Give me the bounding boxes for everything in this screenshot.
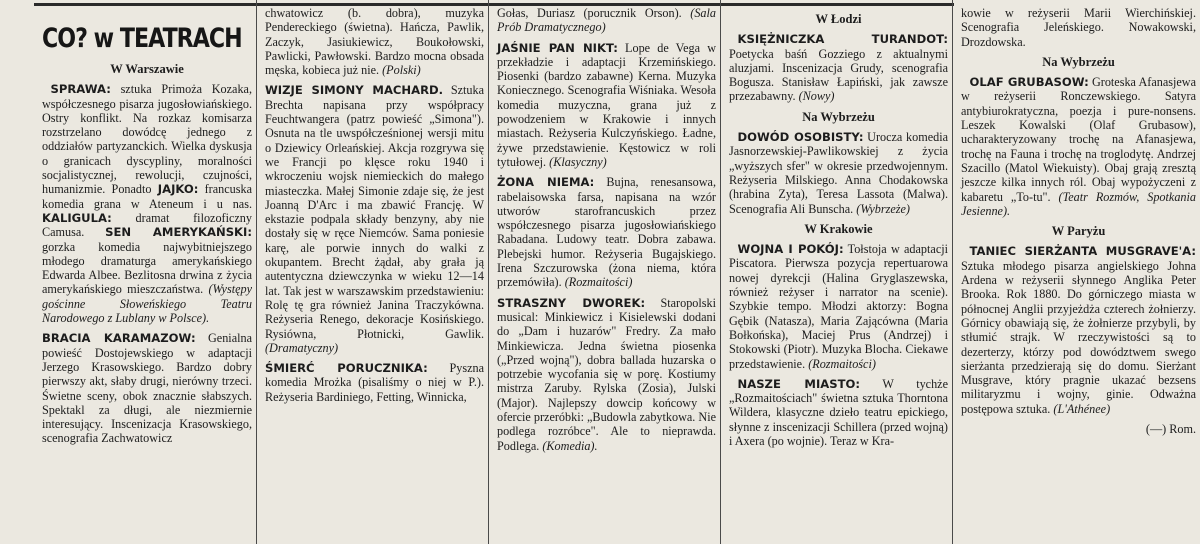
city-heading: Na Wybrzeżu (802, 109, 875, 124)
city-heading: W Łodzi (815, 12, 862, 26)
review-entry (42, 82, 252, 325)
review-text: sztuka Primoża Kozaka, współczesnego pisarza jugosłowiańskiego. Ostry konflikt. Na rozkaz komisarza rozstrzelano dowódcę jednego z oddziałów partyzanckich. Wielka dyskusja o granicach dyscypliny, moralności socjalistycznej, rewolucji, czujności, humanizmie. Ponadto (42, 82, 252, 197)
play-title: KSIĘŻNICZKA TURANDOT: (737, 32, 948, 47)
theatre-name: (Teatr Rozmów, Spotkania Jesienne). (961, 189, 1196, 218)
city-heading: W Paryżu (1051, 224, 1106, 239)
theatre-name: (Występy gościnne Słoweńskiego Teatru Narodowego z Lublany w Polsce). (42, 282, 252, 326)
review-text: Sztuka Brechta napisana przy współpracy Feuchtwangera (patrz powieść „Simona"). Osnuta na tle uwspółcześnionej wersji mitu o Dziewicy Orleańskiej. Akcja rozgrywa się we Francji po klęsce roku 1940 i wkroczeniu wojsk niemieckich do małego miasteczka. Małej Simonie zdaje się, że jest Joanną D'Arc i ma zbawić Francję. W ekstazie podpala składy benzyny, aby nie dostały się w ręce Niemców. Sama poniesie karę, ale porwie innych do walki z okupantem. Brecht żądał, aby grała ją autentyczna dziewczynka w wieku 12—14 lat. Tak jest w warszawskim przedstawieniu: Rolę tę gra również Janina Traczykówna. Reżyseria Renego, dekoracje Kosińskiego. Rysiówna, Płotnicki, Gawlik. (265, 83, 484, 341)
review-entry (42, 331, 252, 445)
play-title: DOWÓD OSOBISTY: (737, 130, 864, 145)
theatre-name: (Rozmaitości) (564, 275, 633, 290)
review-text: chwatowicz (b. dobra), muzyka Pendereckiego (świetna). Hańcza, Pawlik, Zaczyk, Jasiukiewicz, Boukołowski, Pawlicki, Pawłowski. Bardzo mocna obsada męska, kobieca już nie. (265, 6, 484, 78)
theatre-name: (L'Athénee) (1053, 401, 1111, 416)
section-masthead: CO? w TEATRACH (42, 23, 242, 54)
play-title: OLAF GRUBASOW: (969, 75, 1089, 90)
review-entry (729, 377, 948, 448)
review-text: Tołstoja w adaptacji Piscatora. Pierwsza pozycja repertuarowa nowej dyrekcji (Halina Gryglaszewska, również reżyser i narrator na scenie). Szybkie tempo. Młodzi aktorzy: Bogna Gębik (Natasza), Maria Zającówna (Maria Bołkońska), Maciej Prus (Andrzej) i Stokowski (Piotr). Muzyka Blocha. Ciekawe przedstawienie. (729, 242, 948, 371)
theatre-name: (Wybrzeże) (856, 201, 910, 216)
play-title: KALIGULA: (42, 210, 112, 225)
play-title: WOJNA I POKÓJ: (737, 242, 844, 257)
city-heading: W Warszawie (110, 62, 184, 76)
review-entry (961, 244, 1196, 416)
review-entry (265, 83, 484, 355)
review-entry (497, 296, 716, 453)
theatre-name: (Sala Prób Dramatycznego) (497, 6, 716, 35)
play-title: SPRAWA: (50, 82, 111, 97)
review-text: kowie w reżyserii Marii Wierchińskiej. Scenografia Jeleńskiego. Nowakowski, Drozdowska. (961, 6, 1196, 49)
city-heading: W Krakowie (804, 221, 873, 236)
review-entry (961, 75, 1196, 218)
column-1 (34, 0, 256, 544)
theatre-name: (Rozmaitości) (808, 356, 876, 371)
review-entry (961, 6, 1196, 49)
review-entry (265, 361, 484, 404)
theatre-name: (Nowy) (798, 89, 835, 104)
review-text: Gołas, Duriasz (porucznik Orson). (497, 6, 691, 20)
review-text: gorzka komedia najwybitniejszego młodego dramaturga amerykańskiego Edwarda Albee. Bezlitosna drwina z życia amerykańskiego mieszczaństwa. (42, 239, 252, 297)
review-text: Bujna, renesansowa, rabelaisowska farsa, napisana na wzór utworów starofrancuskich przez współczesnego pisarza jugosłowiańskiego Rabadana. Ludowy teatr. Dobra zabawa. Plebejski humor. Reżyseria Bugajskiego. Irena Szczurowska (żona niema, która przemówiła). (497, 175, 716, 290)
review-entry (729, 32, 948, 103)
review-text: Poetycka baśń Gozziego z aktualnymi aluzjami. Inscenizacja Grudy, scenografia Bogusza. Stanisław Łapiński, jak zawsze przezabawny. (729, 46, 948, 104)
review-entry (729, 130, 948, 216)
review-text: dramat filozoficzny Camusa. (42, 210, 252, 240)
column-2 (256, 0, 488, 544)
play-title: TANIEC SIERŻANTA MUSGRAVE'A: (969, 244, 1196, 259)
review-text: Genialna powieść Dostojewskiego w adaptacji Jerzego Krasowskiego. Bardzo dobry pierwszy akt, słaby drugi, nierówny trzeci. Świetne sceny, obok znacznie słabszych. Spektakl za długi, ale niezmiernie interesujący. Inscenizacja Krasowskiego, scenografia Zachwatowicz (42, 331, 252, 446)
review-text: Staropolski musical: Minkiewicz i Kisielewski dodani do „Dam i huzarów" Fredry. Za mało Minkiewicza. Jedna świetna piosenka („Przed wojną"), dobra ballada huzarska o potrzebie wycofania się w porę. Kostiumy mistrza Zaruby. Rylska (Zosia), Julski (Major). Najlepszy dowcip końcowy w ofercie przeróbki: „Budowla zabytkowa. Nie podlega rozróbce". Ale to nieprawda. Podlega. (497, 295, 716, 453)
play-title: STRASZNY DWOREK: (497, 295, 646, 310)
review-text: Groteska Afanasjewa w reżyserii Ronczewskiego. Satyra antybiurokratyczna, poezja i pure-nonsens. Leszek Kowalski (Olaf Grubasow), ucharakteryzowany trochę na Afanasjewa, trochę na Fauna i trochę na troglodytę. Andrzej Szacillo (Matol Wiekuisty). Obaj grają zresztą jeszcze kilka innych ról. Obaj wypożyczeni z kabaretu „To-tu". (961, 75, 1196, 204)
column-5 (952, 0, 1200, 544)
play-title: NASZE MIASTO: (737, 376, 861, 391)
theatre-name: (Komedia). (542, 438, 598, 453)
play-title: BRACIA KARAMAZOW: (42, 331, 196, 346)
play-title: WIZJE SIMONY MACHARD. (265, 83, 444, 98)
column-3 (488, 0, 720, 544)
review-text: Lope de Vega w przekładzie i adaptacji Krzemińskiego. Piosenki (bardzo zabawne) Kerna. Muzyka Koniecznego. Scenografia Wiśniaka. Wesoła komedia muzyczna, grana już z powodzeniem w Krakowie i innych miastach. Reżyseria Kulczyńskiego. Ładne, żywe przedstawienie. Kęstowicz w roli tytułowej. (497, 40, 716, 169)
review-text: Sztuka młodego pisarza angielskiego Johna Ardena w reżyserii słynnego Anglika Peter Brooka. Rok 1880. Do górniczego miasta w północnej Anglii przyjeżdża czterech żołnierzy. Górnicy obawiają się, że żołnierze przybyli, by stłumić strajk. W rzeczywistości są to dezerterzy, którzy pod dowództwem swego sierżanta przedzierają się do domu. Sierżant Musgrave, który pragnie ukazać bezsens militaryzmu i wojny, ginie. Odważna postępowa sztuka. (961, 258, 1196, 416)
play-title: ŚMIERĆ PORUCZNIKA: (265, 361, 428, 376)
play-title: ŻONA NIEMA: (497, 175, 595, 190)
theatre-name: (Klasyczny) (549, 154, 607, 169)
review-entry (265, 6, 484, 77)
column-4 (720, 0, 952, 544)
review-entry (497, 6, 716, 35)
review-entry (729, 242, 948, 371)
review-text: francuska komedia grana w Ateneum i u nas. (42, 182, 252, 211)
review-text: W tychże „Rozmaitościach" świetna sztuka Thorntona Wildera, klasyczne dzieło teatru epickiego, słynne z inscenizacji Schillera (przed wojną) i Axera (po wojnie). Teraz w Kra- (729, 376, 948, 449)
play-title: SEN AMERYKAŃSKI: (105, 225, 252, 240)
review-entry (497, 41, 716, 170)
play-title: JAJKO: (157, 182, 199, 197)
review-text: Urocza komedia Jasnorzewskiej-Pawlikowskiej z życia „wyższych sfer" w okresie przedwojennym. Reżyseria Milskiego. Anna Chodakowska (hrabina Zyta), Teresa Lassota (Malwa). Scenografia Ali Bunscha. (729, 130, 949, 216)
theatre-name: (Polski) (382, 63, 421, 78)
author-signature: (—) Rom. (1145, 422, 1196, 437)
city-heading: Na Wybrzeżu (1042, 54, 1115, 69)
review-entry (497, 175, 716, 289)
play-title: JAŚNIE PAN NIKT: (497, 40, 618, 55)
theatre-name: (Dramatyczny) (265, 340, 339, 355)
review-text: Pyszna komedia Mrożka (pisaliśmy o niej w P.). Reżyseria Bardiniego, Fetting, Winnicka, (265, 361, 485, 404)
